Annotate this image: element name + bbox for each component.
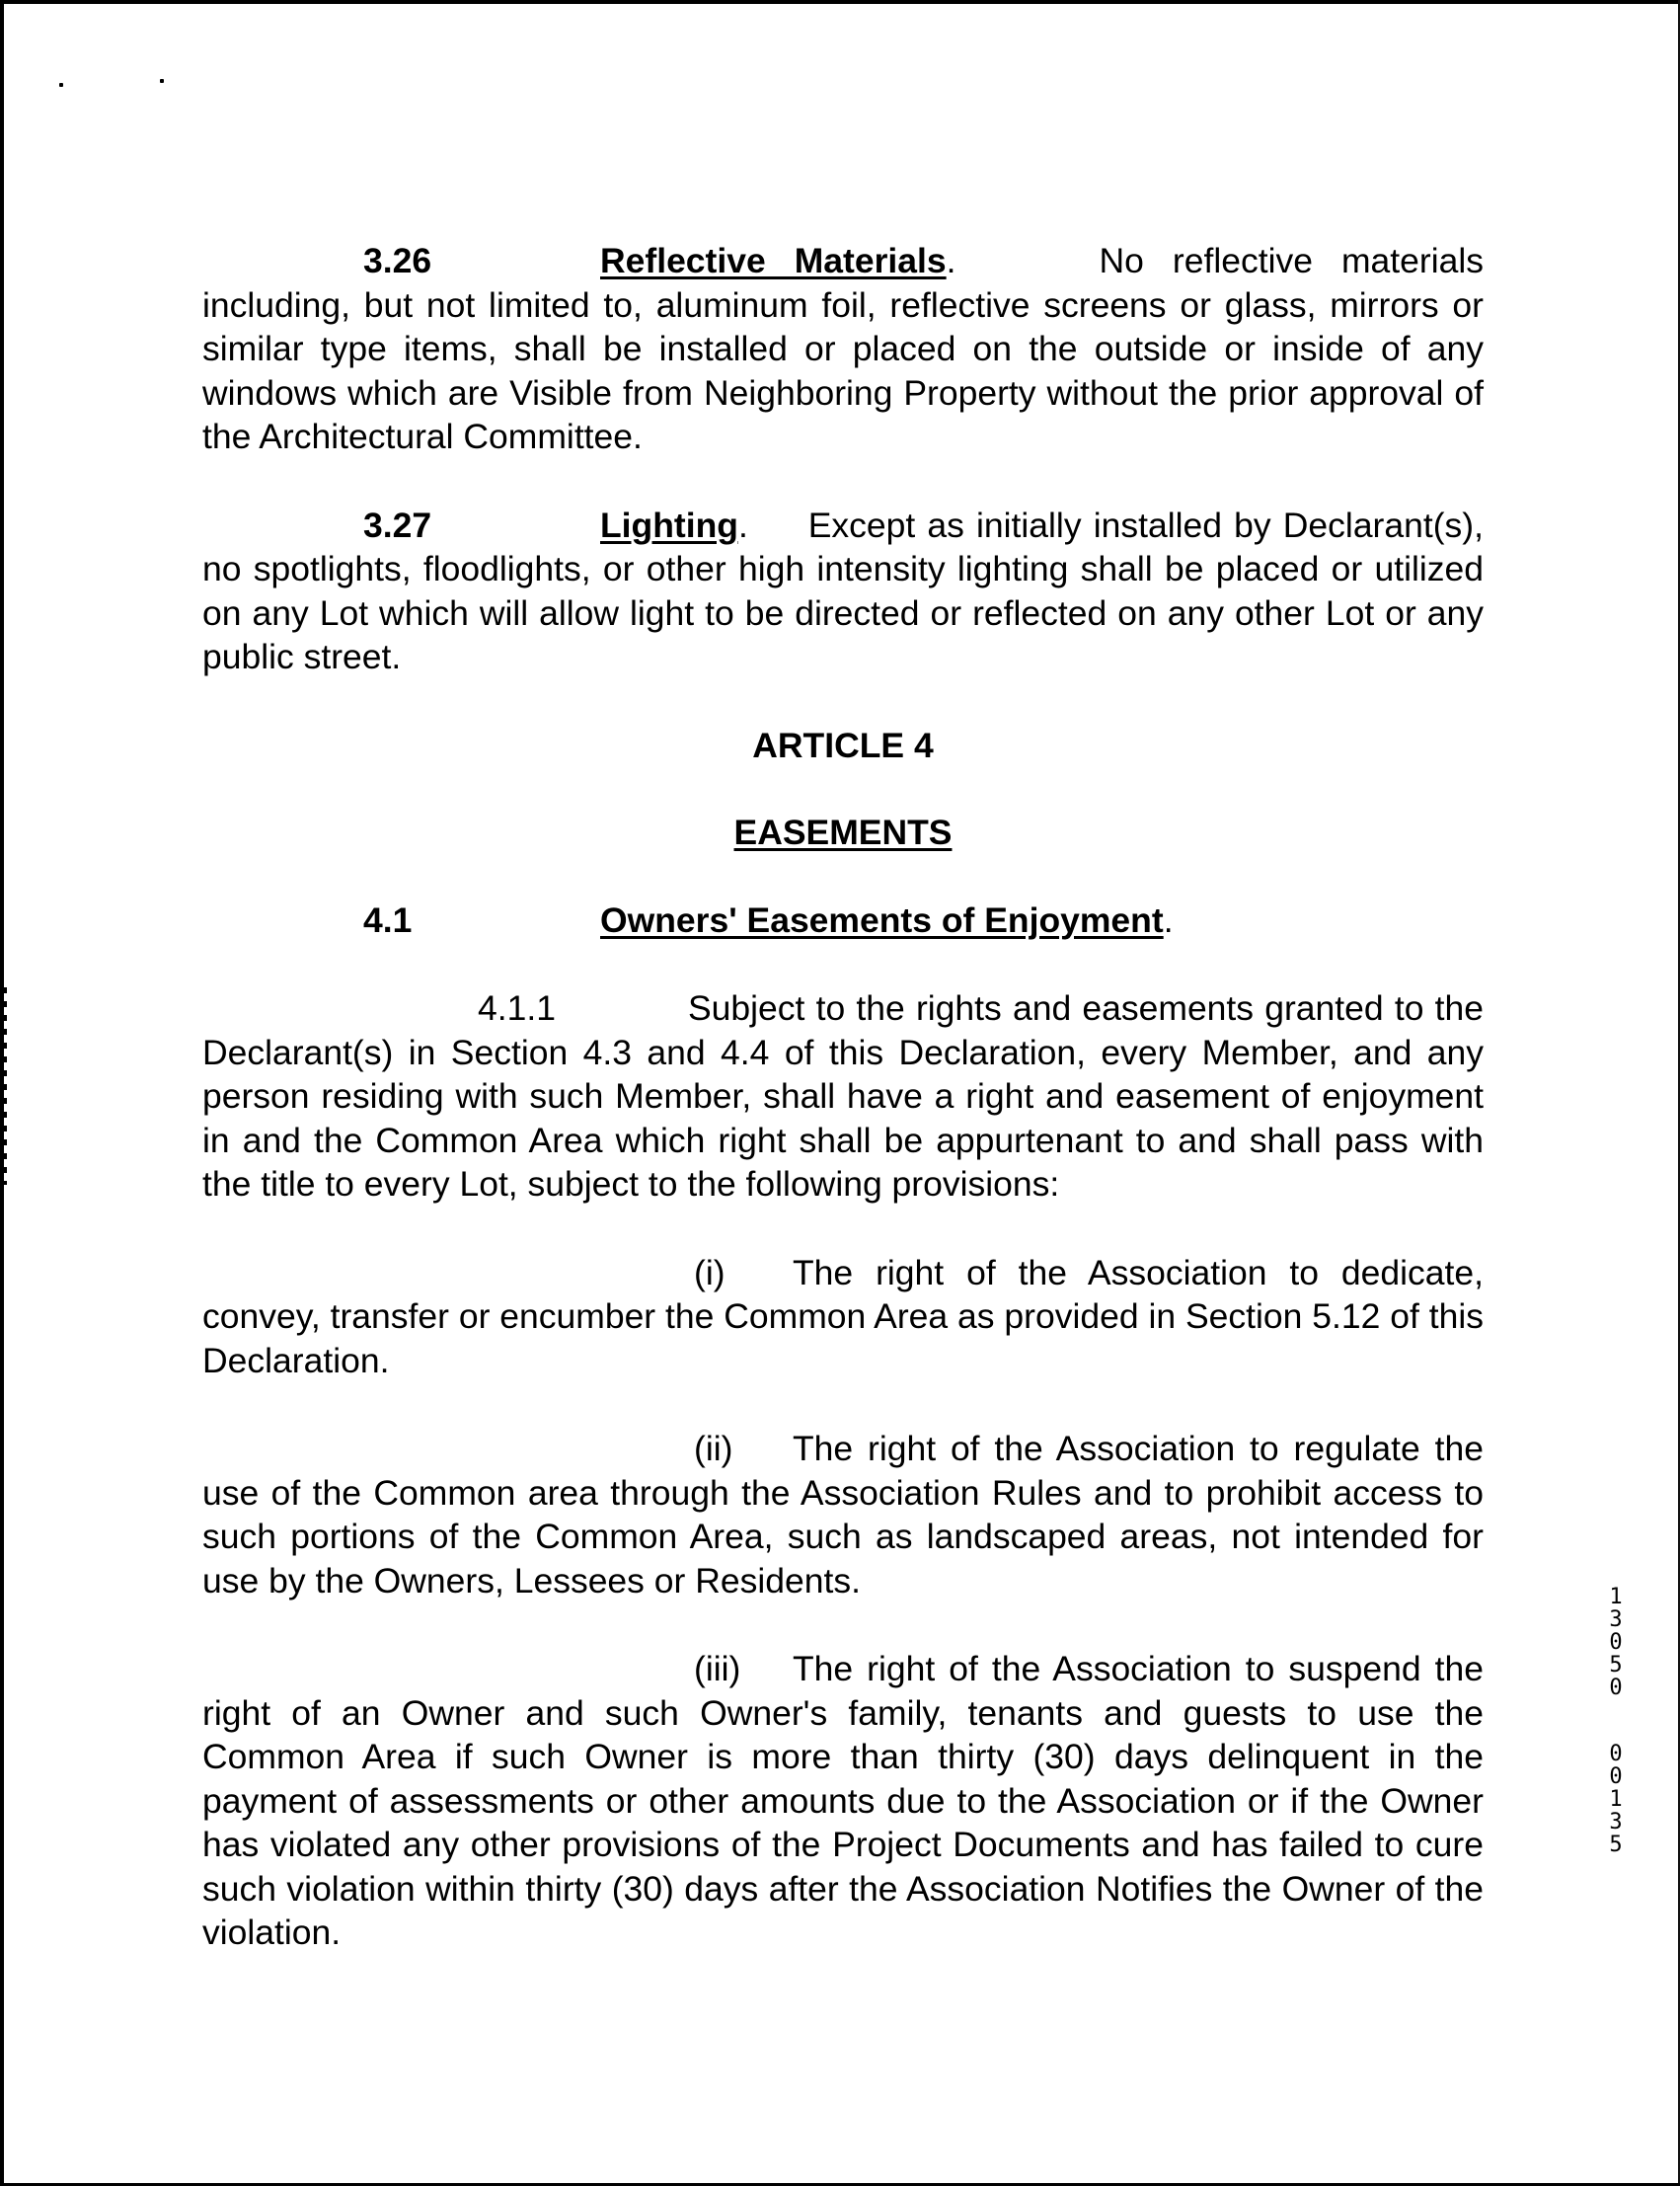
article-subtitle — [202, 811, 1484, 855]
bates-digit: 5 — [1609, 1653, 1623, 1678]
bates-digit: 1 — [1609, 1585, 1623, 1609]
bates-digit: 0 — [1609, 1742, 1623, 1766]
item-body: The right of the Association to regulate the use of the Common area through the Association Rules and to prohibit access to such portions of the Common Area, such as landscaped areas, not intended for use by the Owners, Lessees or Residents. — [202, 1429, 1484, 1600]
item-body: The right of the Association to dedicate, convey, transfer or encumber the Common Area as provided in Section 5.12 of this Declaration. — [202, 1252, 1484, 1380]
bates-digit: 5 — [1609, 1833, 1623, 1857]
subsection-number: 4.1.1 — [478, 988, 556, 1028]
bates-digit: 3 — [1609, 1607, 1623, 1632]
section-number: 3.27 — [363, 505, 432, 545]
section-number: 3.26 — [363, 241, 432, 280]
section-number: 4.1 — [363, 899, 413, 940]
article-title: ARTICLE 4 — [752, 725, 934, 765]
bates-digit: 0 — [1609, 1676, 1623, 1700]
section-body: No reflective materials including, but not limited to, aluminum foil, reflective screens or glass, mirrors or similar type items, shall be installed or placed on the outside or inside of any windows which are Visible from Neighboring Property without the prior approval of the Architectural Committee. — [202, 241, 1484, 456]
section-title-suffix: . — [1163, 899, 1174, 940]
scan-edge-marks — [0, 987, 7, 1185]
article-subtitle-text: EASEMENTS — [733, 813, 953, 852]
item-number: (iii) — [694, 1649, 741, 1688]
bates-stamp — [1604, 1586, 1628, 1856]
bates-digit: 3 — [1609, 1810, 1623, 1835]
bates-digit: 0 — [1609, 1764, 1623, 1789]
item-body: The right of the Association to suspend the right of an Owner and such Owner's family, tenants and guests to use the Common Area if such Owner is more than thirty (30) days delinquent in the payment of assessments or other amounts due to the Association or if the Owner has violated any other provisions of the Project Documents and has failed to cure such violation within thirty (30) days after the Association Notifies the Owner of the violation. — [202, 1649, 1484, 1952]
section-3-27 — [202, 504, 1484, 679]
section-title: Owners' Easements of Enjoyment — [600, 899, 1164, 940]
scan-speck — [59, 83, 63, 87]
section-body: Except as initially installed by Declarant(s), no spotlights, floodlights, or other high intensity lighting shall be placed or utilized on any Lot which will allow light to be directed or reflected on any other Lot or any public street. — [202, 505, 1484, 676]
scan-border-top — [0, 0, 1680, 4]
item-number: (i) — [694, 1252, 725, 1292]
provision-item — [202, 1427, 1484, 1602]
section-title: Reflective Materials — [600, 241, 947, 280]
bates-digit: 1 — [1609, 1787, 1623, 1812]
bates-gap — [1604, 1699, 1628, 1743]
scan-speck — [160, 79, 164, 83]
item-number: (ii) — [694, 1429, 733, 1468]
section-title-suffix: . — [946, 241, 956, 280]
provision-item — [202, 1647, 1484, 1955]
subsection-body: Subject to the rights and easements granted to the Declarant(s) in Section 4.3 and 4.4 of this Declaration, every Member, and any person residing with such Member, shall have a right and easement of enjoyment in and the Common Area which right shall be appurtenant to and shall pass with the title to every Lot, subject to the following provisions: — [202, 988, 1484, 1204]
subsection-4-1-1 — [202, 986, 1484, 1207]
section-3-26 — [202, 239, 1484, 459]
provision-item — [202, 1251, 1484, 1383]
section-title: Lighting — [600, 505, 738, 545]
section-4-1 — [202, 898, 1484, 943]
document-page — [202, 239, 1484, 1955]
section-title-suffix: . — [737, 505, 748, 545]
bates-digit: 0 — [1609, 1630, 1623, 1655]
